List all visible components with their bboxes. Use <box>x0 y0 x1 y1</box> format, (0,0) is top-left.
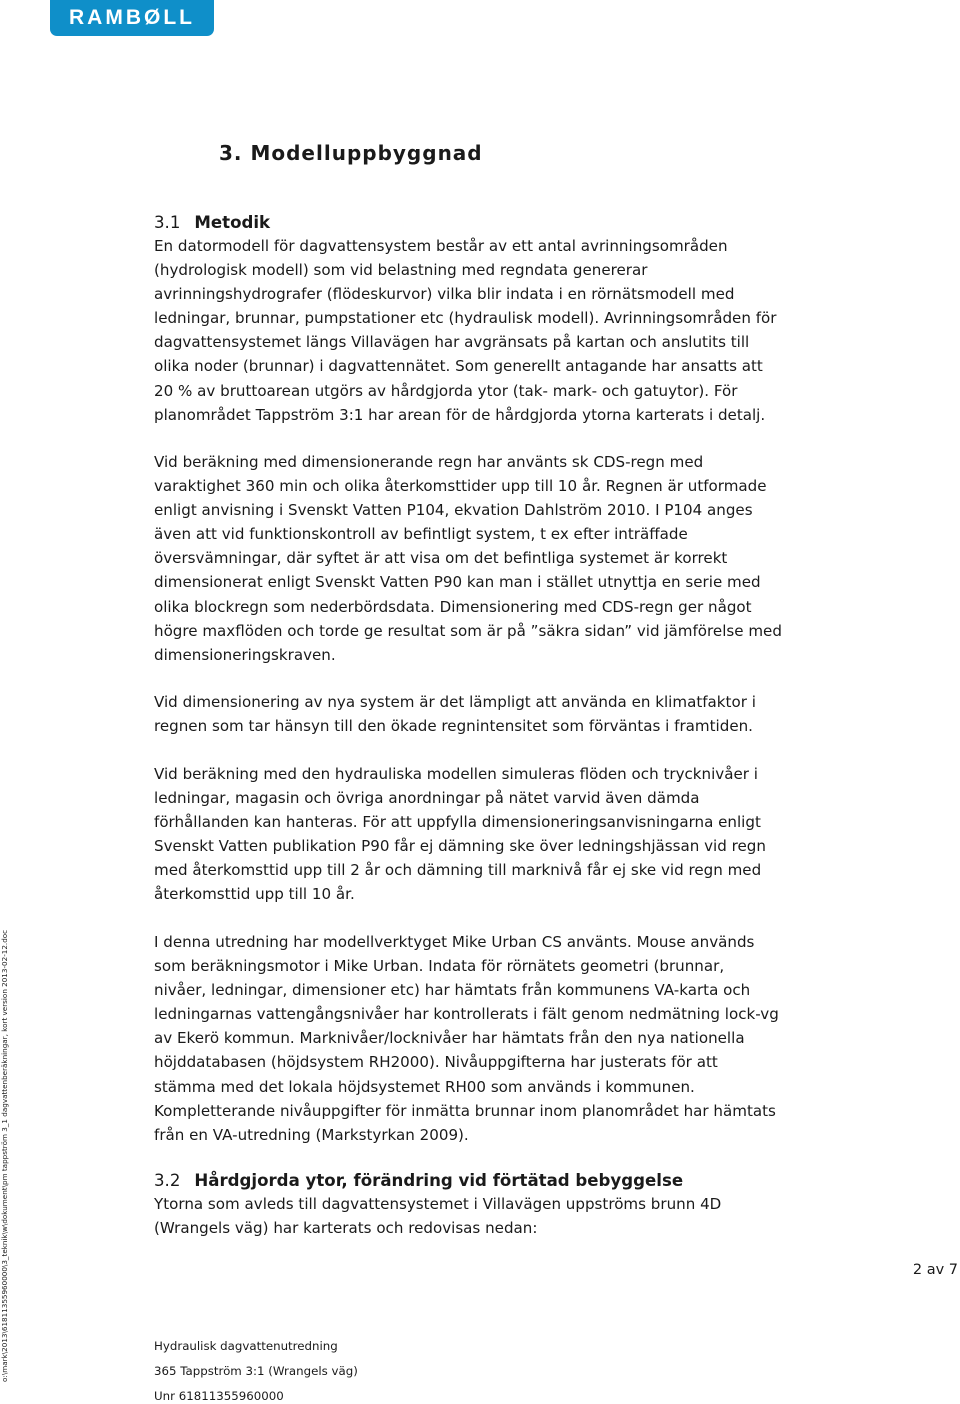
text-line: Kompletterande nivåuppgifter för inmätta brunnar inom planområdet har hämtats <box>154 1101 776 1120</box>
text-line: av Ekerö kommun. Marknivåer/locknivåer har hämtats från den nya nationella <box>154 1029 745 1048</box>
text-line: planområdet Tappström 3:1 har arean för de hårdgjorda ytorna karterats i detalj. <box>154 405 766 424</box>
text-line: översvämningar, där syftet är att visa om det befintliga systemet är korrekt <box>154 549 728 568</box>
text-line: Vid beräkning med den hydrauliska modellen simuleras flöden och trycknivåer i <box>154 765 758 783</box>
page-number: 2 av 7 <box>912 1262 958 1278</box>
text-line: (hydrologisk modell) som vid belastning med regndata genererar <box>154 261 648 280</box>
text-line: återkomsttid upp till 10 år. <box>154 885 355 904</box>
text-line: 20 % av bruttoarean utgörs av hårdgjorda ytor (tak- mark- och gatuytor). För <box>154 381 738 400</box>
section-3-1-heading <box>154 213 270 232</box>
section-number: 3.2 <box>154 1171 181 1190</box>
paragraph-model-tools <box>154 930 779 1147</box>
text-line: Vid dimensionering av nya system är det lämpligt att använda en klimatfaktor i <box>154 693 756 711</box>
text-line: även att vid funktionskontroll av befintligt system, t ex efter inträffade <box>154 525 688 544</box>
logo-text: RAMBØLL <box>69 6 195 29</box>
text-line: ledningar, magasin och övriga anordningar på nätet varvid även dämda <box>154 789 700 808</box>
text-line: förhållanden kan hanteras. För att uppfylla dimensioneringsanvisningarna enligt <box>154 813 761 832</box>
text-line: olika blockregn som nederbördsdata. Dimensionering med CDS-regn ger något <box>154 597 752 616</box>
text-line: I denna utredning har modellverktyget Mike Urban CS använts. Mouse används <box>154 933 755 951</box>
footer-project-number: Unr 61811355960000 <box>154 1389 284 1403</box>
section-title: Hårdgjorda ytor, förändring vid förtätad bebyggelse <box>194 1171 684 1190</box>
paragraph-climate-factor <box>154 690 756 738</box>
rambooll-logo <box>50 0 214 36</box>
text-line: högre maxflöden och torde ge resultat som är på ”säkra sidan” vid jämförelse med <box>154 621 782 640</box>
text-line: Svenskt Vatten publikation P90 får ej dämning ske över ledningshjässan vid regn <box>154 837 766 856</box>
text-line: med återkomsttid upp till 2 år och dämning till marknivå får ej ske vid regn med <box>154 861 762 880</box>
paragraph-method <box>154 234 776 427</box>
text-line: avrinningshydrografer (flödeskurvor) vilka blir indata i en rörnätsmodell med <box>154 285 735 304</box>
text-line: Ytorna som avleds till dagvattensystemet i Villavägen uppströms brunn 4D <box>154 1195 722 1213</box>
text-line: (Wrangels väg) har karterats och redovisas nedan: <box>154 1219 538 1238</box>
text-line: från en VA-utredning (Markstyrkan 2009). <box>154 1125 469 1144</box>
section-3-2-heading <box>154 1171 683 1190</box>
chapter-title: 3. Modelluppbyggnad <box>219 141 483 165</box>
paragraph-hard-surfaces <box>154 1192 721 1240</box>
text-line: höjddatabasen (höjdsystem RH2000). Nivåuppgifterna har justerats för att <box>154 1053 718 1072</box>
text-line: varaktighet 360 min och olika återkomsttider upp till 10 år. Regnen är utformade <box>154 477 767 496</box>
text-line: olika noder (brunnar) i dagvattennätet. Som generellt antagande har ansatts att <box>154 357 763 376</box>
section-number: 3.1 <box>154 213 181 232</box>
paragraph-design-rain <box>154 450 782 667</box>
document-file-path: o:\mark\2013\61811355960000\3_teknik\w\dokument\pm tappström 3_1 dagvattenberäkningar, kort version 2013-02-12.doc <box>0 929 9 1382</box>
text-line: stämma med det lokala höjdsystemet RH00 som används i kommunen. <box>154 1077 695 1096</box>
text-line: Vid beräkning med dimensionerande regn har använts sk CDS-regn med <box>154 453 704 471</box>
text-line: En datormodell för dagvattensystem består av ett antal avrinningsområden <box>154 237 728 255</box>
text-line: ledningar, brunnar, pumpstationer etc (hydraulisk modell). Avrinningsområden för <box>154 309 777 328</box>
text-line: regnen som tar hänsyn till den ökade regnintensitet som förväntas i framtiden. <box>154 717 753 736</box>
text-line: som beräkningsmotor i Mike Urban. Indata för rörnätets geometri (brunnar, <box>154 957 725 976</box>
text-line: dimensionerat enligt Svenskt Vatten P90 kan man i stället utnyttja en serie med <box>154 573 761 592</box>
text-line: dagvattensystemet längs Villavägen har avgränsats på kartan och anslutits till <box>154 333 750 352</box>
text-line: dimensioneringskraven. <box>154 645 336 664</box>
text-line: ledningarnas vattengångsnivåer har kontrollerats i fält genom nedmätning lock-vg <box>154 1005 779 1024</box>
paragraph-hydraulic-model <box>154 762 766 907</box>
footer-project-name: 365 Tappström 3:1 (Wrangels väg) <box>154 1364 358 1378</box>
footer-report-title: Hydraulisk dagvattenutredning <box>154 1339 338 1353</box>
section-title: Metodik <box>194 213 271 232</box>
text-line: enligt anvisning i Svenskt Vatten P104, ekvation Dahlström 2010. I P104 anges <box>154 501 753 520</box>
text-line: nivåer, ledningar, dimensioner etc) har hämtats från kommunens VA-karta och <box>154 981 751 1000</box>
